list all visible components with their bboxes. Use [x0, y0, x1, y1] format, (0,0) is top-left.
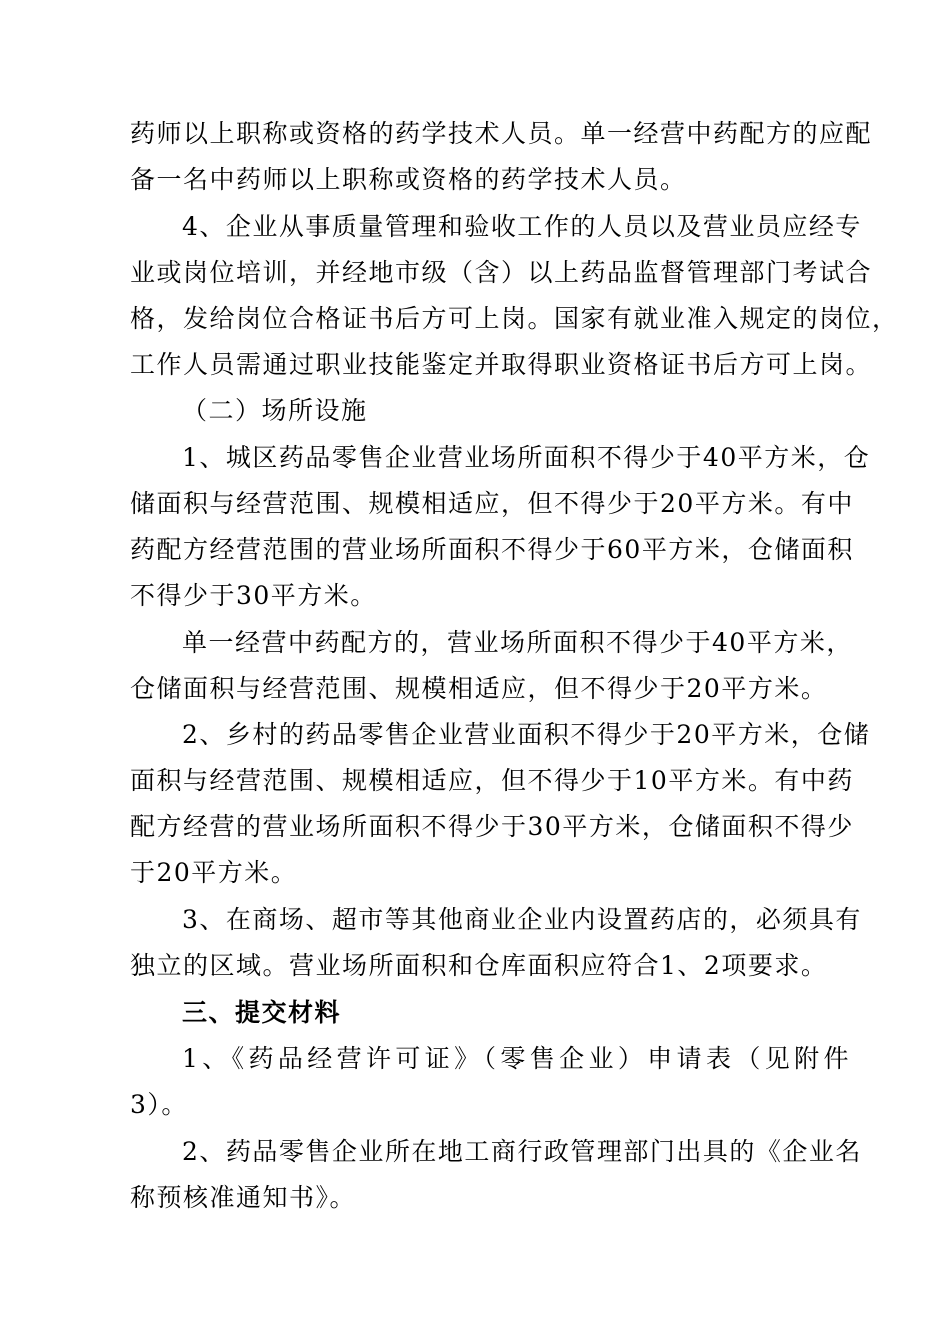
text-line: 储面积与经营范围、规模相适应，但不得少于20平方米。有中 — [130, 489, 854, 518]
text-line: 3）。 — [130, 1090, 188, 1119]
text-line: 于20平方米。 — [130, 858, 298, 887]
text-line: 工作人员需通过职业技能鉴定并取得职业资格证书后方可上岗。 — [130, 350, 873, 379]
text-line: 配方经营的营业场所面积不得少于30平方米，仓储面积不得少 — [130, 812, 854, 841]
text-line: 面积与经营范围、规模相适应，但不得少于10平方米。有中药 — [130, 766, 854, 795]
text-line: 药配方经营范围的营业场所面积不得少于60平方米，仓储面积 — [130, 535, 854, 564]
text-line: 药师以上职称或资格的药学技术人员。单一经营中药配方的应配 — [130, 119, 873, 148]
text-line: 称预核准通知书》。 — [130, 1183, 357, 1212]
section-heading: 三、提交材料 — [182, 998, 342, 1027]
text-line: 2、乡村的药品零售企业营业面积不得少于20平方米，仓储 — [182, 720, 871, 749]
text-line: 独立的区域。营业场所面积和仓库面积应符合1、2项要求。 — [130, 951, 828, 980]
section-heading: （二）场所设施 — [182, 396, 368, 425]
text-line: 1、城区药品零售企业营业场所面积不得少于40平方米，仓 — [182, 443, 871, 472]
text-line: 仓储面积与经营范围、规模相适应，但不得少于20平方米。 — [130, 674, 828, 703]
text-line: 业或岗位培训，并经地市级（含）以上药品监督管理部门考试合 — [130, 258, 873, 287]
text-line: 备一名中药师以上职称或资格的药学技术人员。 — [130, 165, 687, 194]
text-line: 3、在商场、超市等其他商业企业内设置药店的，必须具有 — [182, 905, 862, 934]
text-line: 1、《药品经营许可证》（零售企业）申请表（见附件 — [182, 1044, 850, 1073]
text-line: 格，发给岗位合格证书后方可上岗。国家有就业准入规定的岗位， — [130, 304, 899, 333]
text-line: 2、药品零售企业所在地工商行政管理部门出具的《企业名 — [182, 1137, 862, 1166]
text-line: 单一经营中药配方的，营业场所面积不得少于40平方米， — [182, 628, 853, 657]
text-line: 不得少于30平方米。 — [130, 581, 377, 610]
text-line: 4、企业从事质量管理和验收工作的人员以及营业员应经专 — [182, 212, 862, 241]
